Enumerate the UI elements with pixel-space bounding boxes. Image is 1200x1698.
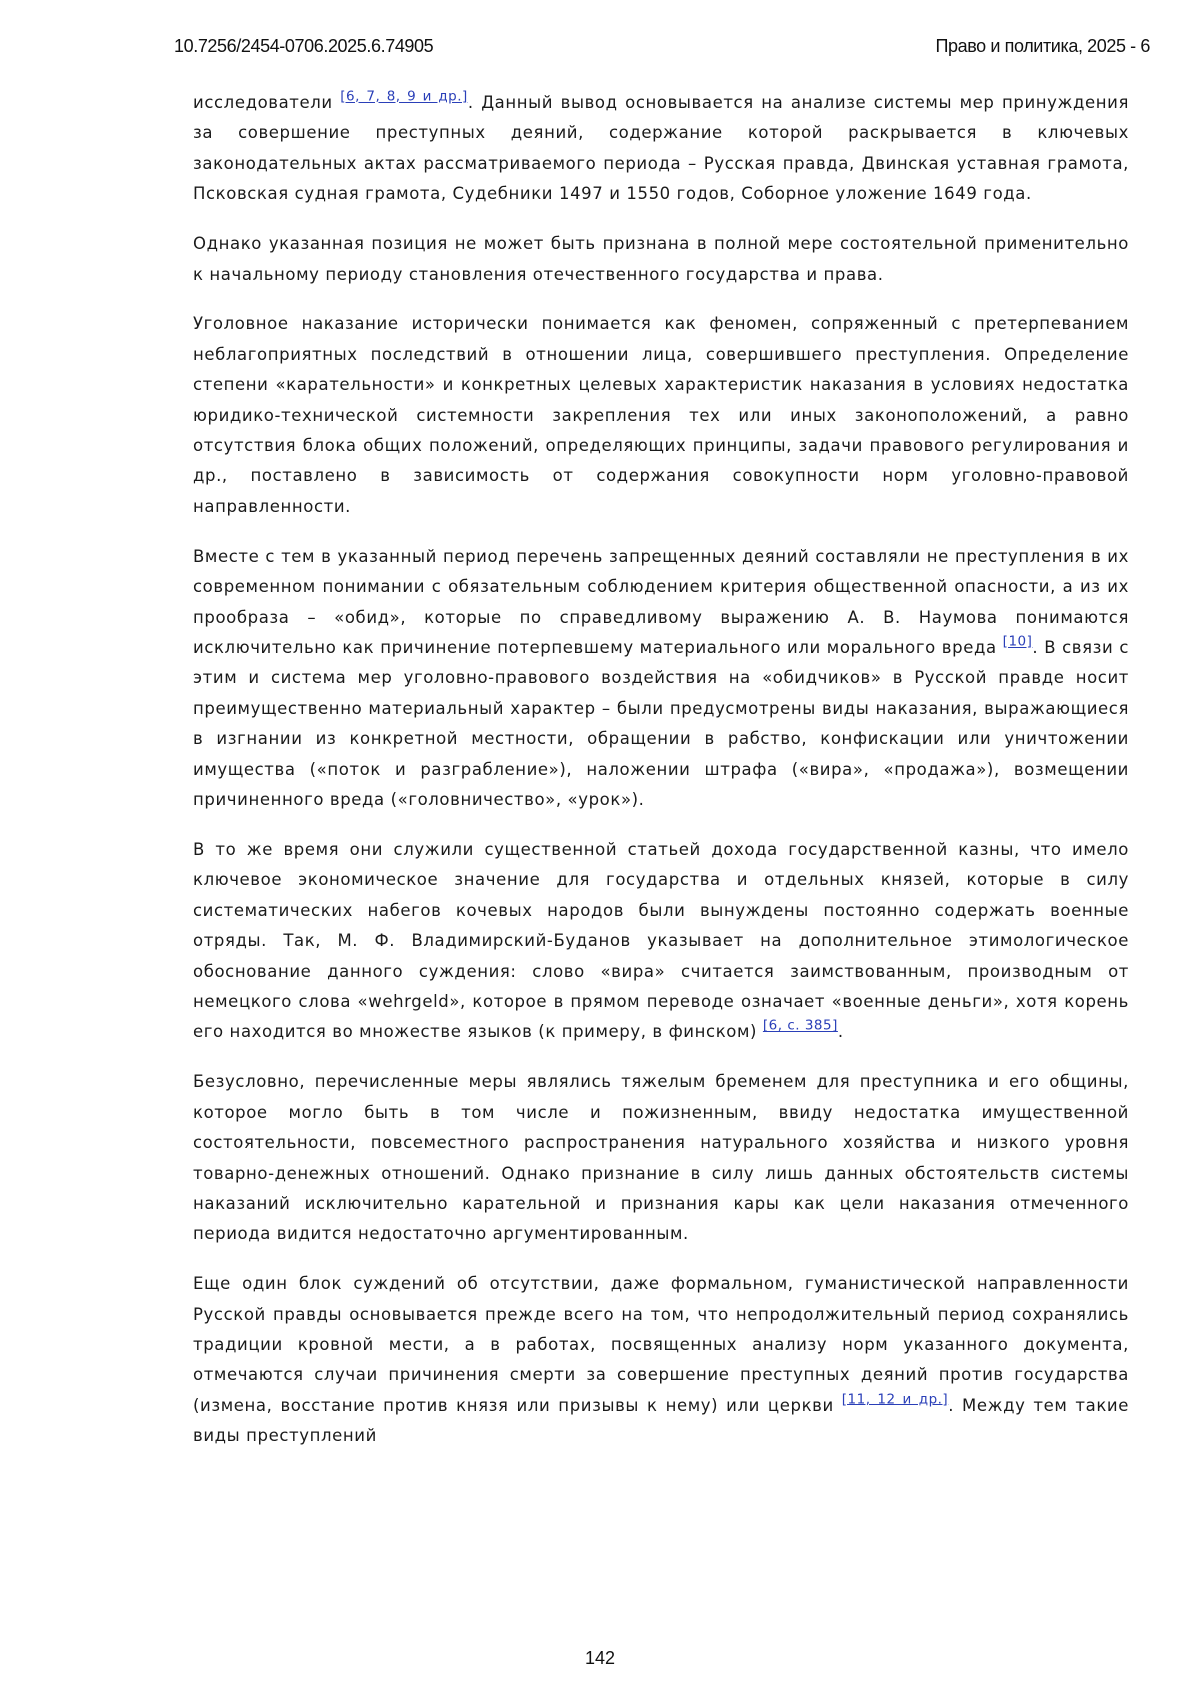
paragraph: Безусловно, перечисленные меры являлись тяжелым бременем для преступника и его общины, которое могло быть в том числе и пожизненным, ввиду недостатка имущественной состоятельности, повсеместного распространения натурального хозяйства и низкого уровня товарно-денежных отношений. Однако признание в силу лишь данных обстоятельств системы наказаний исключительно карательной и признания кары как цели наказания отмеченного периода видится недостаточно аргументированным.: [193, 1067, 1129, 1249]
citation-link[interactable]: [6, с. 385]: [763, 1018, 838, 1034]
page-number: 142: [0, 1648, 1200, 1669]
journal-title: Право и политика, 2025 - 6: [935, 36, 1150, 57]
paragraph: исследователи [6, 7, 8, 9 и др.]. Данный вывод основывается на анализе системы мер принуждения за совершение преступных деяний, содержание которой раскрывается в ключевых законодательных актах рассматриваемого периода – Русская правда, Двинская уставная грамота, Псковская судная грамота, Судебники 1497 и 1550 годов, Соборное уложение 1649 года.: [193, 88, 1129, 210]
paragraph: Вместе с тем в указанный период перечень запрещенных деяний составляли не преступления в их современном понимании с обязательным соблюдением критерия общественной опасности, а из их прообраза – «обид», которые по справедливому выражению А. В. Наумова понимаются исключительно как причинение потерпевшему материального или морального вреда [10]. В связи с этим и система мер уголовно-правового воздействия на «обидчиков» в Русской правде носит преимущественно материальный характер – были предусмотрены виды наказания, выражающиеся в изгнании из конкретной местности, обращении в рабство, конфискации или уничтожении имущества («поток и разграбление»), наложении штрафа («вира», «продажа»), возмещении причиненного вреда («головничество», «урок»).: [193, 542, 1129, 816]
citation-link[interactable]: [6, 7, 8, 9 и др.]: [340, 89, 468, 105]
citation-link[interactable]: [11, 12 и др.]: [842, 1391, 948, 1407]
paragraph: Уголовное наказание исторически понимается как феномен, сопряженный с претерпеванием неблагоприятных последствий в отношении лица, совершившего преступления. Определение степени «карательности» и конкретных целевых характеристик наказания в условиях недостатка юридико-технической системности закрепления тех или иных законоположений, а равно отсутствия блока общих положений, определяющих принципы, задачи правового регулирования и др., поставлено в зависимость от содержания совокупности норм уголовно-правовой направленности.: [193, 309, 1129, 522]
paragraph: Еще один блок суждений об отсутствии, даже формальном, гуманистической направленности Русской правды основывается прежде всего на том, что непродолжительный период сохранялись традиции кровной мести, а в работах, посвященных анализу норм указанного документа, отмечаются случаи причинения смерти за совершение преступных деяний против государства (измена, восстание против князя или призывы к нему) или церкви [11, 12 и др.]. Между тем такие виды преступлений: [193, 1269, 1129, 1451]
paragraph: В то же время они служили существенной статьей дохода государственной казны, что имело ключевое экономическое значение для государства и отдельных князей, которые в силу систематических набегов кочевых народов были вынуждены постоянно содержать военные отряды. Так, М. Ф. Владимирский-Буданов указывает на дополнительное этимологическое обоснование данного суждения: слово «вира» считается заимствованным, производным от немецкого слова «wehrgeld», которое в прямом переводе означает «военные деньги», хотя корень его находится во множестве языков (к примеру, в финском) [6, с. 385].: [193, 835, 1129, 1048]
article-body: [193, 88, 1129, 1471]
doi-identifier: 10.7256/2454-0706.2025.6.74905: [174, 36, 433, 57]
page-header: [174, 36, 1150, 60]
citation-link[interactable]: [10]: [1003, 634, 1033, 650]
paragraph: Однако указанная позиция не может быть признана в полной мере состоятельной применительно к начальному периоду становления отечественного государства и права.: [193, 229, 1129, 290]
